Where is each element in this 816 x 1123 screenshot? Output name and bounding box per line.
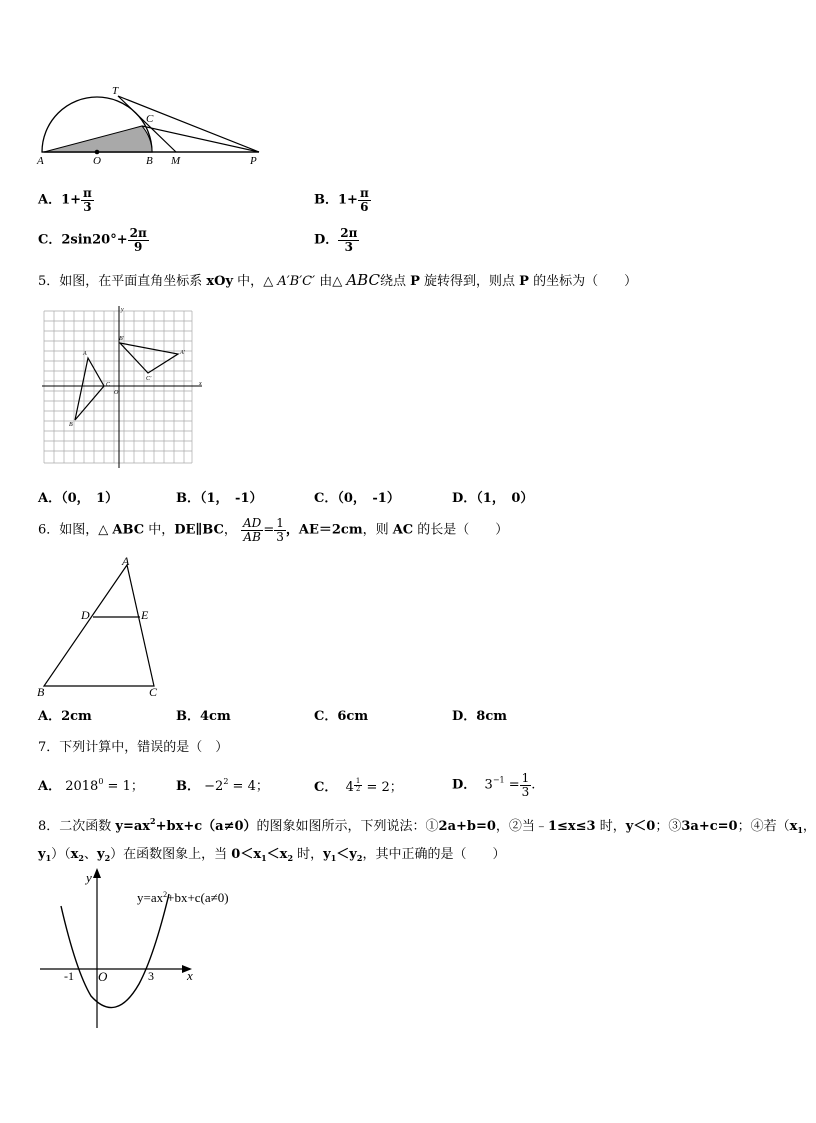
- grid-label-x: x: [199, 381, 202, 387]
- grid-label-b2: B': [119, 336, 124, 342]
- q5-option-c[interactable]: C．（0， -1）: [314, 491, 400, 506]
- q5-option-a[interactable]: A．（0， 1）: [38, 491, 119, 506]
- q5-stem: 5．如图，在平面直角坐标系 xOy 中，△ A′B′C′ 由△ ABC绕点 P 旋转得到，则点 P 的坐标为（ ）: [38, 271, 638, 289]
- circle-tangent-figure: [34, 82, 274, 168]
- q4-option-a[interactable]: A．1+ $\frac{\pi}{3}$: [38, 186, 92, 214]
- coordinate-grid-figure: [42, 306, 207, 468]
- label-m: M: [171, 155, 181, 167]
- tri-label-c: C: [149, 685, 158, 699]
- q7-option-c[interactable]: C． 4 $\frac{1}{2}$ = 2；: [314, 777, 403, 795]
- q7-stem: 7．下列计算中，错误的是（ ）: [38, 740, 229, 755]
- label-a: A: [37, 155, 44, 167]
- label-t: T: [112, 85, 119, 97]
- grid-label-c2: C': [146, 376, 152, 382]
- grid-label-a2: A': [180, 350, 185, 356]
- q4-option-d[interactable]: D． $\frac{2\pi}{3}$: [314, 226, 358, 254]
- q5-option-d[interactable]: D．（1， 0）: [452, 491, 534, 506]
- graph-label-x: x: [187, 968, 193, 983]
- tri-label-e: E: [141, 608, 149, 622]
- q7-option-d[interactable]: D． $3^{-1}$ = $\frac{1}{3}$ .: [452, 771, 536, 799]
- q6-option-a[interactable]: A．2cm: [38, 709, 92, 724]
- triangle-figure: [36, 556, 166, 698]
- q4-option-b[interactable]: B．1+ $\frac{\pi}{6}$: [314, 186, 369, 214]
- q6-option-b[interactable]: B．4cm: [176, 709, 231, 724]
- grid-label-b: B: [69, 422, 73, 428]
- q8-stem-line1: 8．二次函数 $y=ax^2+bx+c(a\ne 0)$的图象如图所示，下列说法：①2a+b=0，②当﹣1≤x≤3 时，y＜0；③3a+c=0；④若（$x_1$，: [38, 816, 816, 835]
- graph-equation: $y=ax^2+bx+c(a\ne 0)$: [137, 890, 229, 905]
- label-o: O: [93, 155, 101, 167]
- parabola-figure: [36, 866, 250, 1032]
- tri-label-a: A: [122, 554, 130, 568]
- grid-label-a: A: [83, 351, 87, 357]
- grid-label-y: y: [121, 307, 124, 313]
- grid-label-c: C: [106, 382, 111, 388]
- graph-label-minus1: -1: [64, 969, 74, 983]
- q5-option-b[interactable]: B．（1， -1）: [176, 491, 263, 506]
- q6-option-d[interactable]: D．8cm: [452, 709, 507, 724]
- grid-label-o: O: [114, 390, 119, 396]
- q7-option-a[interactable]: A． $2018^0 = 1$；: [38, 777, 144, 794]
- q8-stem-line2: $y_1)(x_2$、$y_2$）在函数图象上，当 $0<x_1<x_2$ 时，$y_1<y_2$，其中正确的是（ ）: [38, 847, 506, 863]
- q6-option-c[interactable]: C．6cm: [314, 709, 369, 724]
- q7-option-b[interactable]: B． $-2^2 = 4$；: [176, 777, 269, 794]
- tri-label-d: D: [81, 608, 90, 622]
- label-c: C: [146, 113, 154, 125]
- q6-stem: 6．如图，△ ABC 中，DE∥BC， $\frac{AD}{AB}$ = $\frac{1}{3}$ ，AE＝2cm，则 AC 的长是（ ）: [38, 516, 509, 544]
- q4-option-c[interactable]: C．2sin20°+ $\frac{2\pi}{9}$: [38, 226, 147, 254]
- graph-label-y: y: [86, 870, 92, 885]
- tri-label-b: B: [37, 685, 45, 699]
- graph-label-o: O: [98, 969, 108, 984]
- label-b: B: [146, 155, 153, 167]
- graph-label-3: 3: [148, 969, 154, 983]
- label-p: P: [250, 155, 257, 167]
